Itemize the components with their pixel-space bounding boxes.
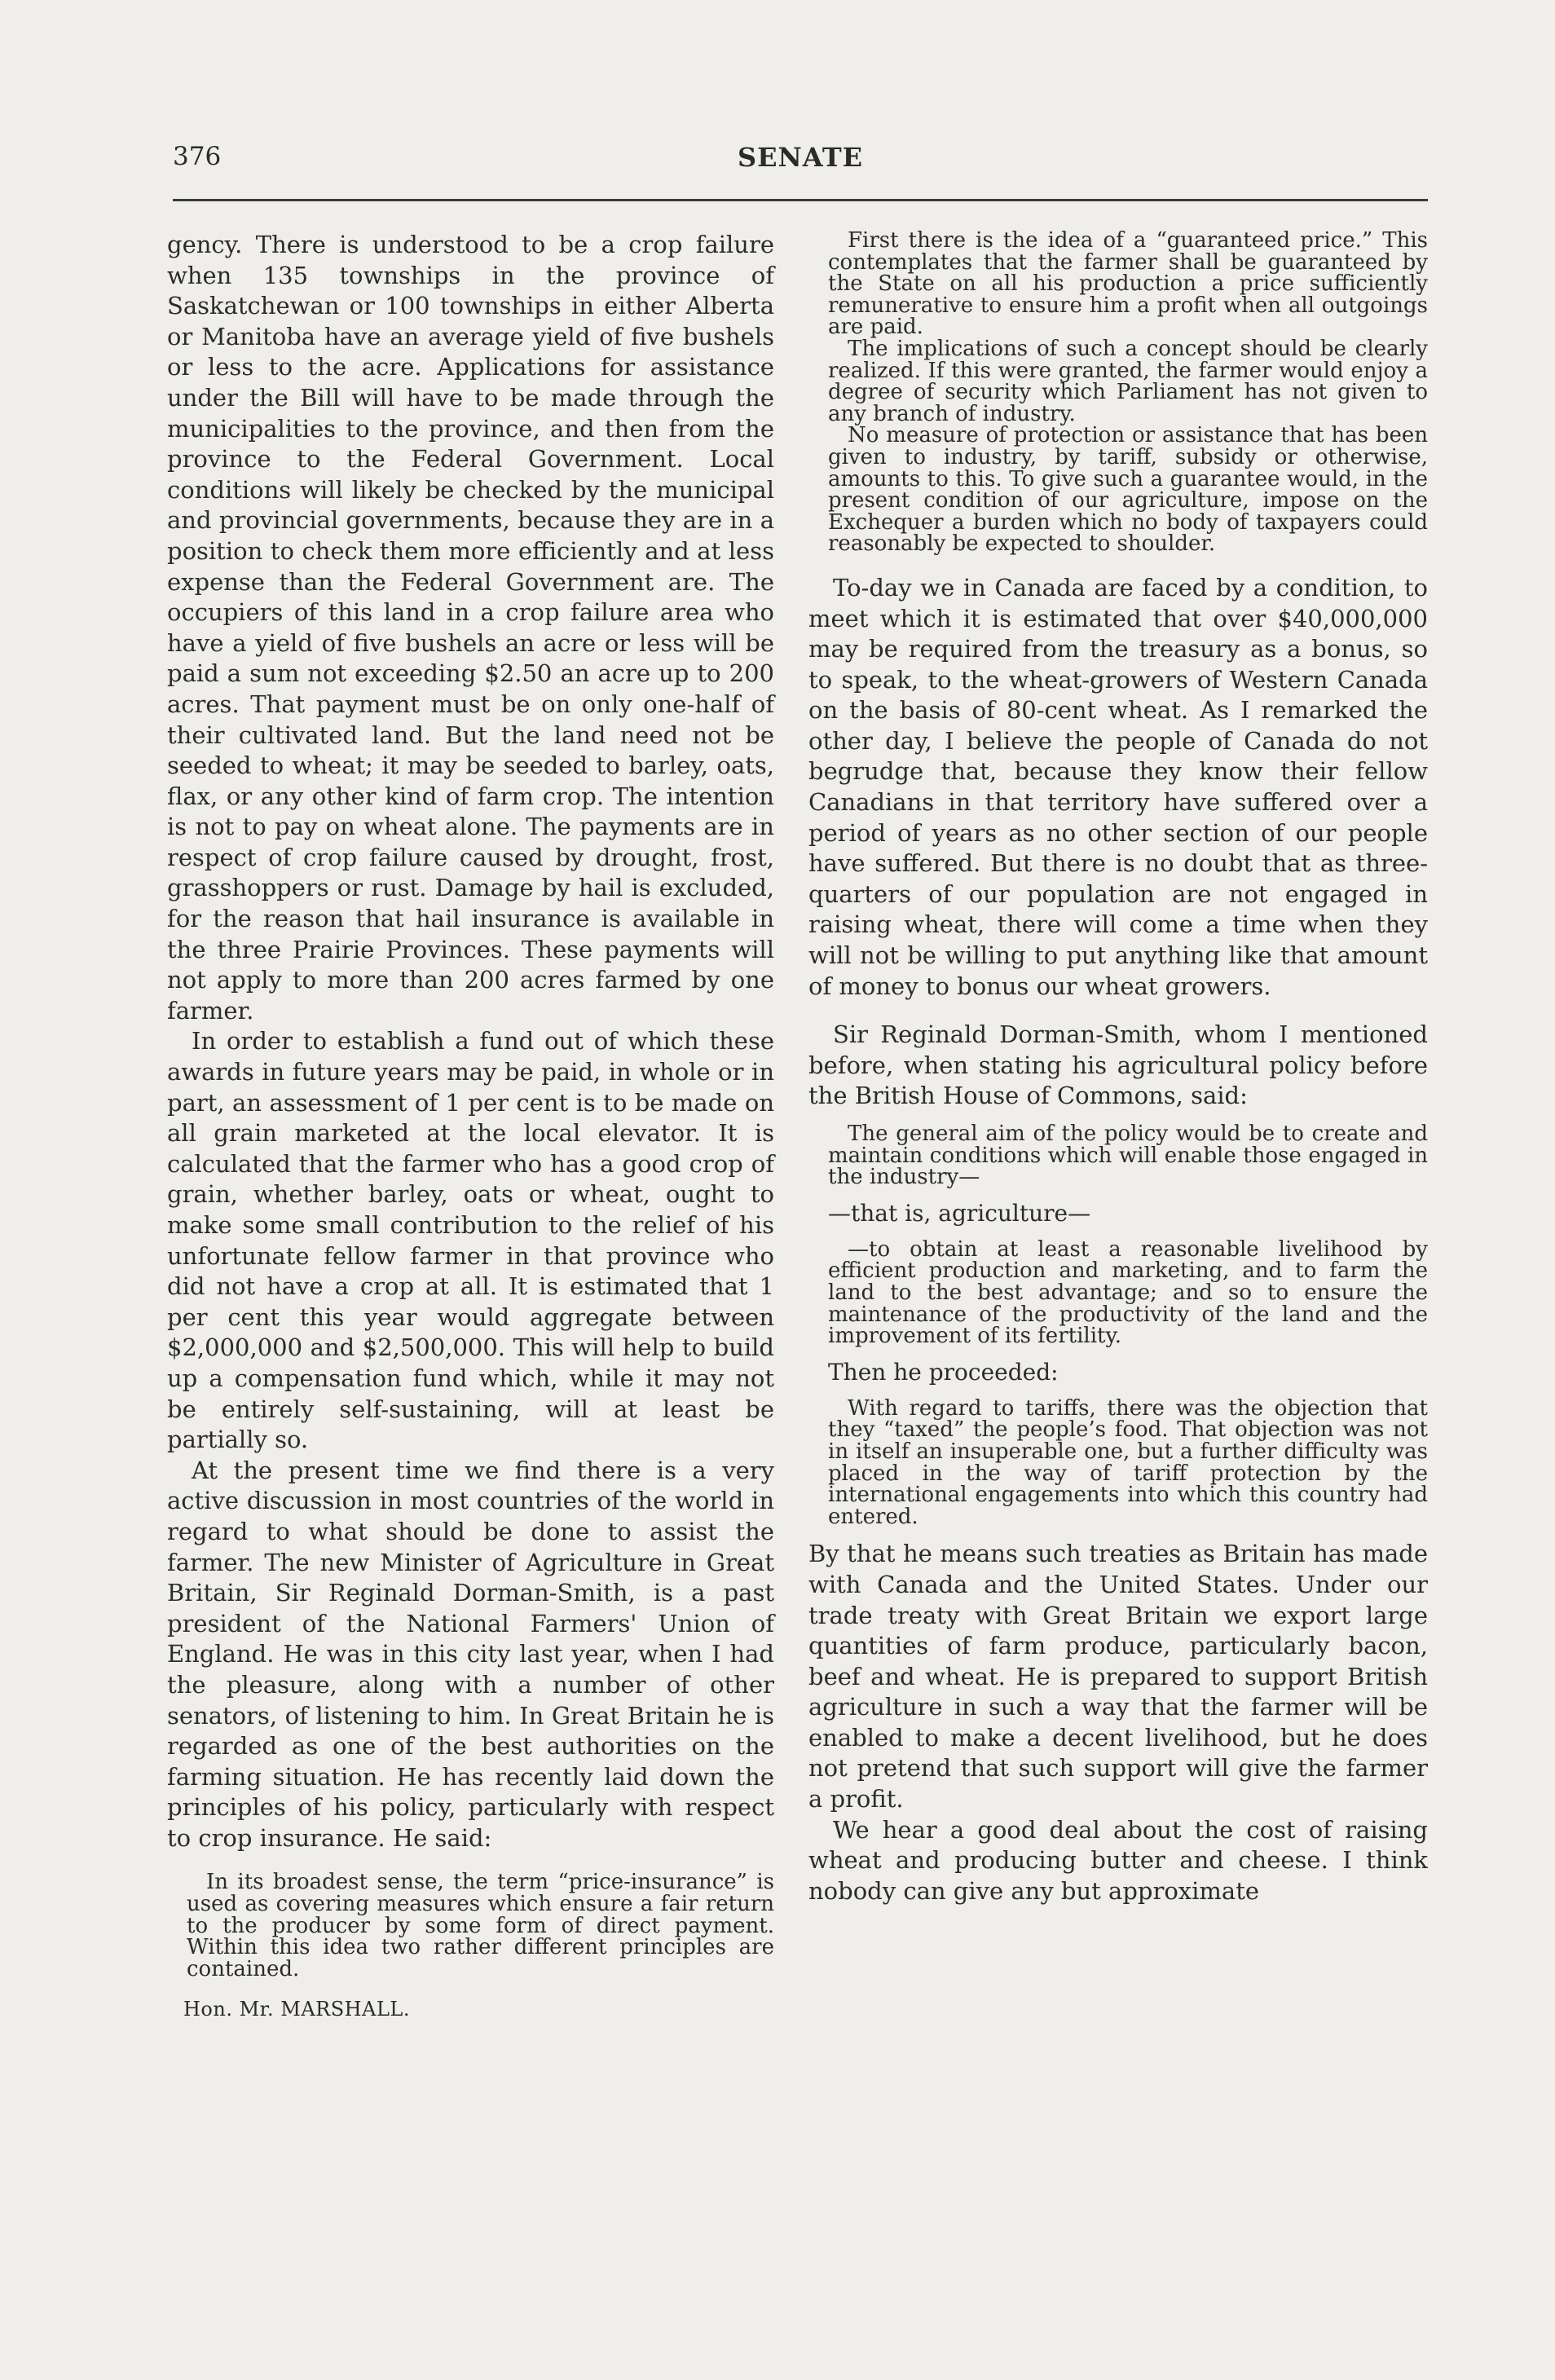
speaker-footer: Hon. Mr. MARSHALL. <box>183 1998 410 2021</box>
paragraph: We hear a good deal about the cost of raising wheat and producing butter and cheese. I think nobody can give any but approximate <box>808 1815 1428 1905</box>
block-quote: The general aim of the policy would be to create and maintain conditions which will enable those engaged in the industry— <box>828 1122 1428 1190</box>
paragraph: At the present time we find there is a very active discussion in most countries of the world in regard to what should be done to assist the farmer. The new Minister of Agriculture in Great Britain, Sir Reginald Dorman-Smith, is a past president of the National Farmers' Union of England. He was in this city last year, when I had the pleasure, along with a number of other senators, of listening to him. In Great Britain he is regarded as one of the best authorities on the farming situation. He has recently laid down the principles of his policy, particularly with respect to crop insurance. He said: <box>167 1456 774 1852</box>
page-header <box>173 142 1428 184</box>
interjection: —that is, agriculture— <box>828 1199 1091 1227</box>
interjection: Then he proceeded: <box>828 1358 1059 1386</box>
block-quote: In its broadest sense, the term “price-insurance” is used as covering measures which ensure a fair return to the producer by some form of direct payment. Within this idea two rather different principles are contained. <box>187 1870 774 1981</box>
paragraph: In order to establish a fund out of which these awards in future years may be paid, in whole or in part, an assessment of 1 per cent is to be made on all grain marketed at the local elevator. It is calculated that the farmer who has a good crop of grain, whether barley, oats or wheat, ought to make some small contribution to the relief of his unfortunate fellow farmer in that province who did not have a crop at all. It is estimated that 1 per cent this year would aggregate between $2,000,000 and $2,500,000. This will help to build up a compensation fund which, while it may not be entirely self-sustaining, will at least be partially so. <box>167 1027 774 1454</box>
block-quote: —to obtain at least a reasonable livelihood by efficient production and marketing, and to farm the land to the best advantage; and so to ensure the maintenance of the productivity of the land and the improvement of its fertility. <box>828 1236 1428 1349</box>
block-quote: No measure of protection or assistance that has been given to industry, by tariff, subsidy or otherwise, amounts to this. To give such a guarantee would, in the present condition of our agriculture, impose on the Exchequer a burden which no body of taxpayers could reasonably be expected to shoulder. <box>828 423 1428 557</box>
block-quote: With regard to tariffs, there was the objection that they “taxed” the people’s food. That objection was not in itself an insuperable one, but a further difficulty was placed in the way of tariff protection by the international engagements into which this country had entered. <box>828 1395 1428 1529</box>
block-quote: First there is the idea of a “guaranteed price.” This contemplates that the farmer shall be guaranteed by the State on all his production a price sufficiently remunerative to ensure him a profit when all outgoings are paid. <box>828 228 1428 340</box>
paragraph: To-day we in Canada are faced by a condition, to meet which it is estimated that over $40,000,000 may be required from the treasury as a bonus, so to speak, to the wheat-growers of Western Canada on the basis of 80-cent wheat. As I remarked the other day, I believe the people of Canada do not begrudge that, because they know their fellow Canadians in that territory have suffered over a period of years as no other section of our people have suffered. But there is no doubt that as three-quarters of our population are not engaged in raising wheat, there will come a time when they will not be willing to put anything like that amount of money to bonus our wheat growers. <box>808 573 1428 1000</box>
right-column <box>808 230 1428 1906</box>
running-head: SENATE <box>737 142 864 173</box>
left-column <box>167 230 774 2021</box>
paragraph: Sir Reginald Dorman-Smith, whom I mentioned before, when stating his agricultural policy before the British House of Commons, said: <box>808 1020 1428 1110</box>
block-quote: The implications of such a concept should be clearly realized. If this were granted, the farmer would enjoy a degree of security which Parliament has not given to any branch of industry. <box>828 336 1428 426</box>
header-rule <box>173 199 1428 201</box>
paragraph: gency. There is understood to be a crop failure when 135 townships in the province of Saskatchewan or 100 townships in either Alberta or Manitoba have an average yield of five bushels or less to the acre. Applications for assistance under the Bill will have to be made through the municipalities to the province, and then from the province to the Federal Government. Local conditions will likely be checked by the municipal and provincial governments, because they are in a position to check them more efficiently and at less expense than the Federal Government are. The occupiers of this land in a crop failure area who have a yield of five bushels an acre or less will be paid a sum not exceeding $2.50 an acre up to 200 acres. That payment must be on only one-half of their cultivated land. But the land need not be seeded to wheat; it may be seeded to barley, oats, flax, or any other kind of farm crop. The intention is not to pay on wheat alone. The payments are in respect of crop failure caused by drought, frost, grasshoppers or rust. Damage by hail is excluded, for the reason that hail insurance is available in the three Prairie Provinces. These payments will not apply to more than 200 acres farmed by one farmer. <box>167 231 774 1025</box>
page-number: 376 <box>173 142 222 171</box>
paragraph: By that he means such treaties as Britain has made with Canada and the United States. Under our trade treaty with Great Britain we export large quantities of farm produce, particularly bacon, beef and wheat. He is prepared to support British agriculture in such a way that the farmer will be enabled to make a decent livelihood, but he does not pretend that such support will give the farmer a profit. <box>808 1540 1428 1814</box>
